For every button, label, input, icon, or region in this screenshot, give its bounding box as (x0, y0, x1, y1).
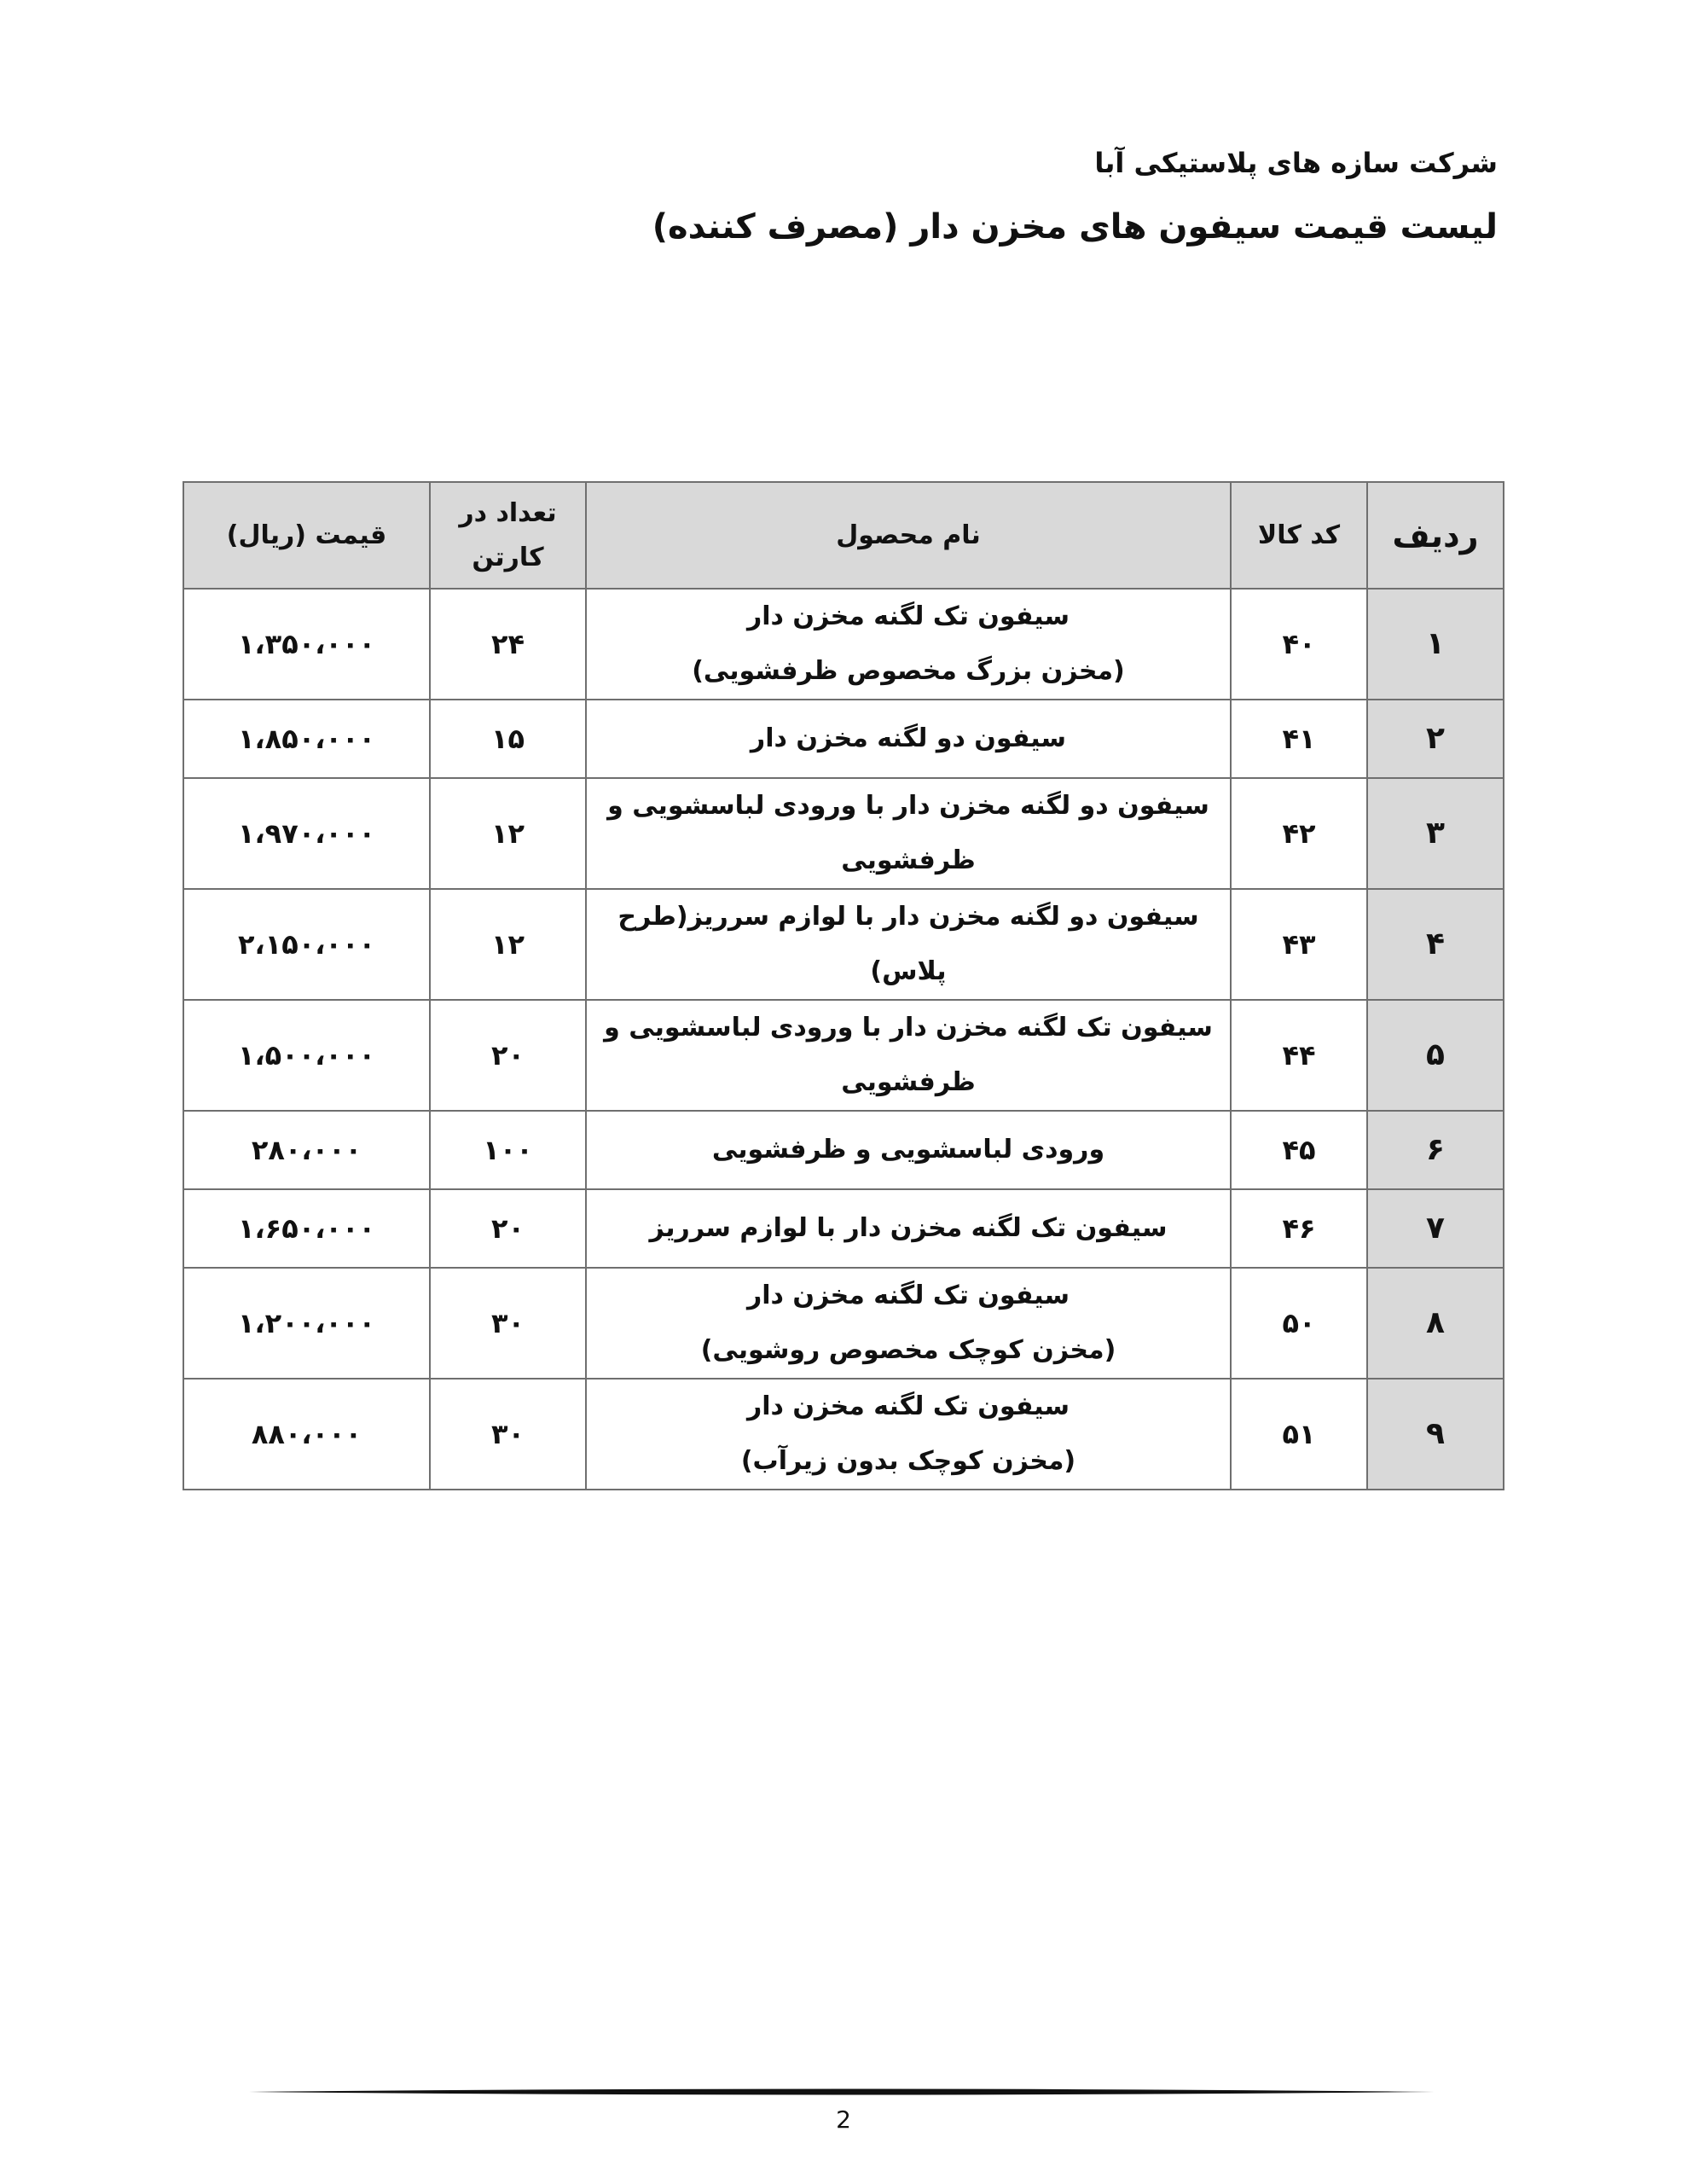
table-header-row (183, 482, 1504, 589)
row-number-cell: ۱ (1367, 589, 1504, 700)
price-cell: ۲،۱۵۰،۰۰۰ (183, 889, 430, 1000)
row-number-cell: ۲ (1367, 700, 1504, 778)
product-name-cell (586, 1000, 1231, 1111)
company-name: شرکت سازه های پلاستیکی آبا (1094, 147, 1498, 179)
header-product-name: نام محصول (586, 482, 1231, 589)
product-name-line1: سیفون تک لگنه مخزن دار (746, 601, 1070, 631)
carton-qty-cell: ۳۰ (430, 1379, 586, 1490)
product-name-line1: سیفون دو لگنه مخزن دار (750, 723, 1067, 753)
product-code-cell: ۴۶ (1231, 1189, 1367, 1268)
page-number: 2 (836, 2106, 851, 2134)
carton-qty-cell: ۱۲ (430, 889, 586, 1000)
price-cell: ۱،۵۰۰،۰۰۰ (183, 1000, 430, 1111)
product-code-cell: ۴۴ (1231, 1000, 1367, 1111)
product-name-line1: سیفون دو لگنه مخزن دار با لوازم سرریز(طرح پلاس) (617, 902, 1199, 986)
product-name-cell (586, 1379, 1231, 1490)
header-price: قیمت (ریال) (183, 482, 430, 589)
document-title: لیست قیمت سیفون های مخزن دار (مصرف کننده) (652, 207, 1498, 247)
price-cell: ۸۸۰،۰۰۰ (183, 1379, 430, 1490)
product-name-cell (586, 778, 1231, 889)
product-name-line1: ورودی لباسشویی و ظرفشویی (711, 1135, 1105, 1165)
product-name-line2: ظرفشویی (841, 845, 976, 875)
product-name-line2: (مخزن کوچک بدون زیرآب) (740, 1446, 1076, 1476)
price-cell: ۱،۶۵۰،۰۰۰ (183, 1189, 430, 1268)
product-name-cell (586, 889, 1231, 1000)
product-name-line1: سیفون تک لگنه مخزن دار (746, 1391, 1070, 1421)
price-cell: ۱،۹۷۰،۰۰۰ (183, 778, 430, 889)
price-list-table (183, 481, 1504, 1490)
product-code-cell: ۴۰ (1231, 589, 1367, 700)
product-code-cell: ۵۱ (1231, 1379, 1367, 1490)
product-name-cell (586, 1268, 1231, 1379)
price-cell: ۱،۲۰۰،۰۰۰ (183, 1268, 430, 1379)
carton-qty-cell: ۳۰ (430, 1268, 586, 1379)
product-name-line1: سیفون تک لگنه مخزن دار با لوازم سرریز (649, 1213, 1168, 1243)
row-number-cell: ۸ (1367, 1268, 1504, 1379)
table-row (183, 1379, 1504, 1490)
product-code-cell: ۴۵ (1231, 1111, 1367, 1189)
row-number-cell: ۷ (1367, 1189, 1504, 1268)
product-name-cell (586, 1189, 1231, 1268)
product-code-cell: ۴۱ (1231, 700, 1367, 778)
product-name-line2: (مخزن کوچک مخصوص روشویی) (700, 1335, 1116, 1365)
row-number-cell: ۶ (1367, 1111, 1504, 1189)
footer-divider (249, 2083, 1435, 2100)
header-row-number: ردیف (1367, 482, 1504, 589)
header-carton-qty-line2: کارتن (472, 542, 544, 572)
price-cell: ۲۸۰،۰۰۰ (183, 1111, 430, 1189)
carton-qty-cell: ۱۵ (430, 700, 586, 778)
table-row (183, 778, 1504, 889)
product-name-line1: سیفون دو لگنه مخزن دار با ورودی لباسشویی و (607, 791, 1209, 821)
table-row (183, 1111, 1504, 1189)
price-cell: ۱،۸۵۰،۰۰۰ (183, 700, 430, 778)
table-row (183, 1000, 1504, 1111)
carton-qty-cell: ۲۰ (430, 1189, 586, 1268)
row-number-cell: ۹ (1367, 1379, 1504, 1490)
carton-qty-cell: ۲۴ (430, 589, 586, 700)
row-number-cell: ۳ (1367, 778, 1504, 889)
table-row (183, 889, 1504, 1000)
product-name-line2: ظرفشویی (841, 1067, 976, 1097)
carton-qty-cell: ۲۰ (430, 1000, 586, 1111)
product-name-line2: (مخزن بزرگ مخصوص ظرفشویی) (692, 656, 1125, 686)
product-name-cell (586, 700, 1231, 778)
product-name-line1: سیفون تک لگنه مخزن دار (746, 1281, 1070, 1310)
product-code-cell: ۴۳ (1231, 889, 1367, 1000)
row-number-cell: ۴ (1367, 889, 1504, 1000)
carton-qty-cell: ۱۰۰ (430, 1111, 586, 1189)
table-row (183, 589, 1504, 700)
carton-qty-cell: ۱۲ (430, 778, 586, 889)
header-carton-qty-line1: تعداد در (459, 497, 557, 528)
product-code-cell: ۵۰ (1231, 1268, 1367, 1379)
product-code-cell: ۴۲ (1231, 778, 1367, 889)
table-row (183, 1268, 1504, 1379)
table-row (183, 700, 1504, 778)
product-name-cell (586, 589, 1231, 700)
product-name-cell (586, 1111, 1231, 1189)
product-name-line1: سیفون تک لگنه مخزن دار با ورودی لباسشویی و (604, 1013, 1213, 1043)
row-number-cell: ۵ (1367, 1000, 1504, 1111)
table-row (183, 1189, 1504, 1268)
header-product-code: کد کالا (1231, 482, 1367, 589)
header-carton-qty (430, 482, 586, 589)
table-body (183, 589, 1504, 1490)
price-cell: ۱،۳۵۰،۰۰۰ (183, 589, 430, 700)
